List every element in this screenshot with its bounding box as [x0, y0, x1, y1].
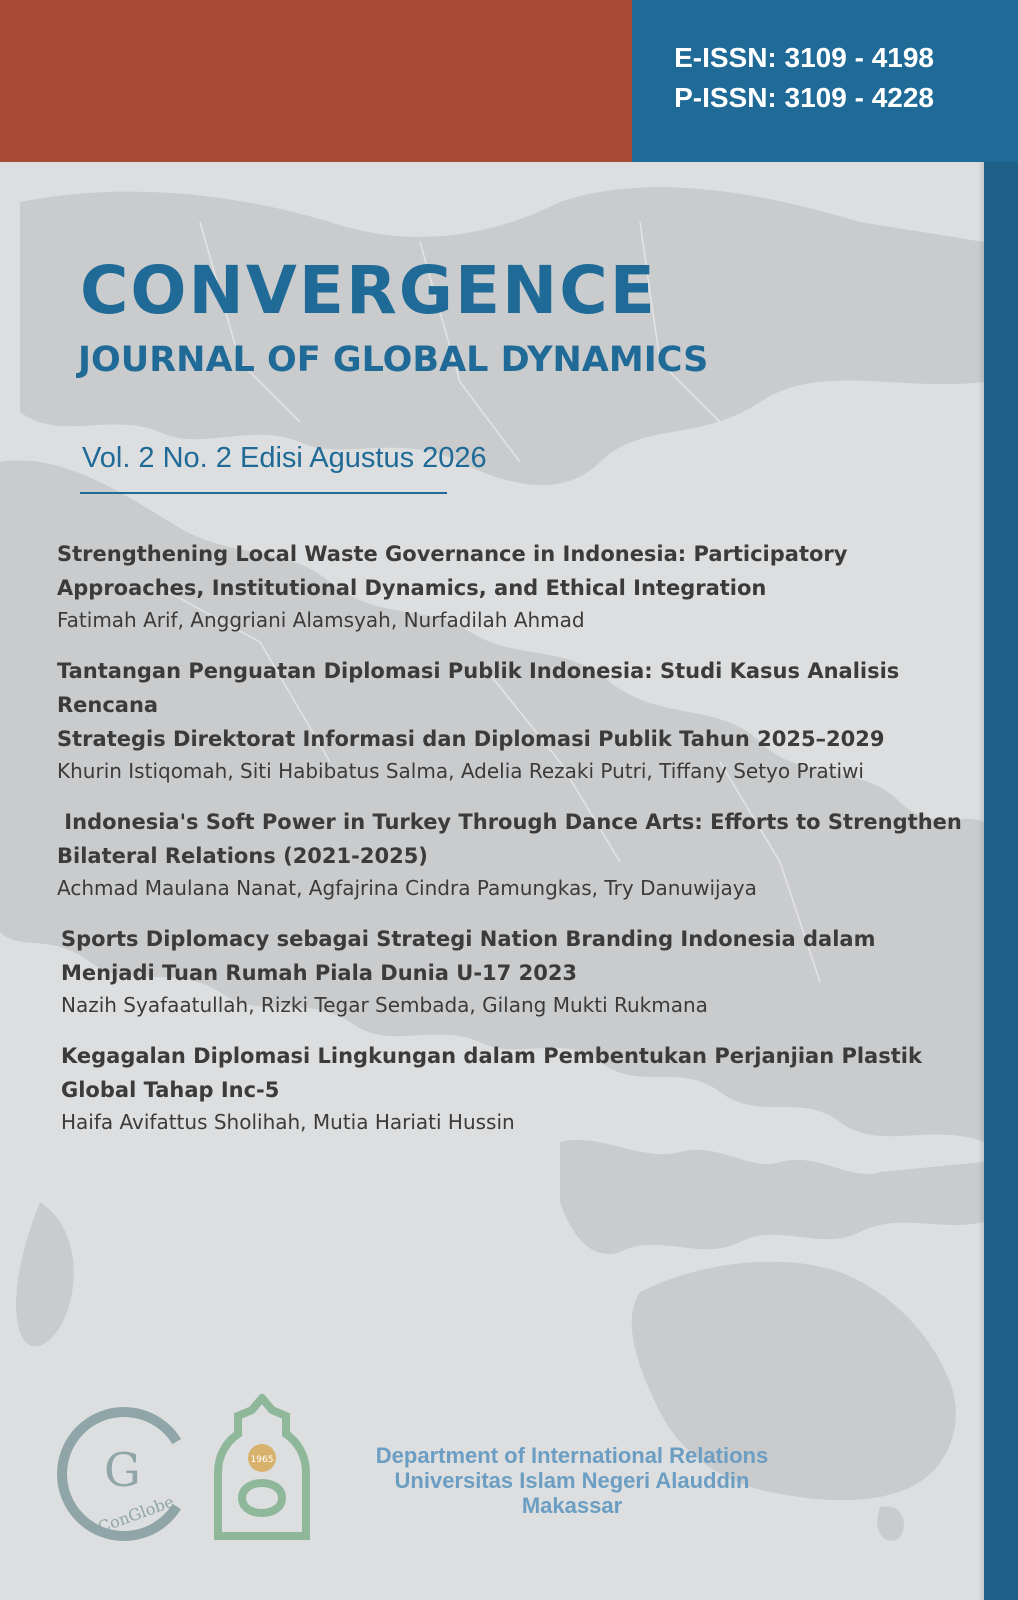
uin-logo-text: 1965 [250, 1455, 274, 1465]
e-issn: E-ISSN: 3109 - 4198 [674, 42, 934, 73]
article-authors: Fatimah Arif, Anggriani Alamsyah, Nurfadilah Ahmad [57, 608, 585, 632]
article-entry [57, 922, 957, 1020]
article-title: Sports Diplomacy sebagai Strategi Nation Branding Indonesia dalam Menjadi Tuan Rumah Piala Dunia U-17 2023 [61, 927, 876, 985]
cover-panel [0, 162, 984, 1600]
journal-subtitle: JOURNAL OF GLOBAL DYNAMICS [78, 340, 709, 380]
city-line: Makassar [521, 1493, 623, 1518]
article-entry [57, 654, 957, 786]
article-title: Tantangan Penguatan Diplomasi Publik Indonesia: Studi Kasus Analisis Rencana Strategis Direktorat Informasi dan Diplomasi Publik Tahun 2025–2029 [57, 659, 900, 751]
p-issn: P-ISSN: 3109 - 4228 [674, 82, 934, 113]
conglobe-logo-text: ConGlobe [95, 1491, 177, 1537]
uin-alauddin-logo [206, 1394, 318, 1544]
article-entry [57, 537, 957, 635]
article-title: Strengthening Local Waste Governance in Indonesia: Participatory Approaches, Institutional Dynamics, and Ethical Integration [57, 542, 848, 600]
department-line: Department of International Relations [375, 1443, 769, 1468]
article-list [57, 537, 962, 1156]
article-authors: Haifa Avifattus Sholihah, Mutia Hariati Hussin [61, 1110, 515, 1134]
department-block [362, 1443, 782, 1518]
university-line: Universitas Islam Negeri Alauddin [394, 1468, 750, 1493]
article-title: Indonesia's Soft Power in Turkey Through Dance Arts: Efforts to Strengthen Bilateral Relations (2021-2025) [57, 810, 962, 868]
volume-underline [80, 492, 447, 494]
volume-issue: Vol. 2 No. 2 Edisi Agustus 2026 [82, 442, 487, 474]
article-title: Kegagalan Diplomasi Lingkungan dalam Pembentukan Perjanjian Plastik Global Tahap Inc-5 [61, 1044, 922, 1102]
right-blue-strip [984, 162, 1018, 1600]
journal-title: CONVERGENCE [80, 252, 657, 329]
conglobe-logo [56, 1406, 192, 1542]
article-authors: Achmad Maulana Nanat, Agfajrina Cindra Pamungkas, Try Danuwijaya [57, 876, 757, 900]
article-entry [57, 1039, 957, 1137]
issn-block [674, 38, 934, 118]
svg-text:G: G [104, 1443, 141, 1497]
article-authors: Nazih Syafaatullah, Rizki Tegar Sembada, Gilang Mukti Rukmana [61, 993, 708, 1017]
top-red-band [0, 0, 632, 162]
article-authors: Khurin Istiqomah, Siti Habibatus Salma, Adelia Rezaki Putri, Tiffany Setyo Pratiwi [57, 759, 864, 783]
article-entry [57, 805, 962, 903]
